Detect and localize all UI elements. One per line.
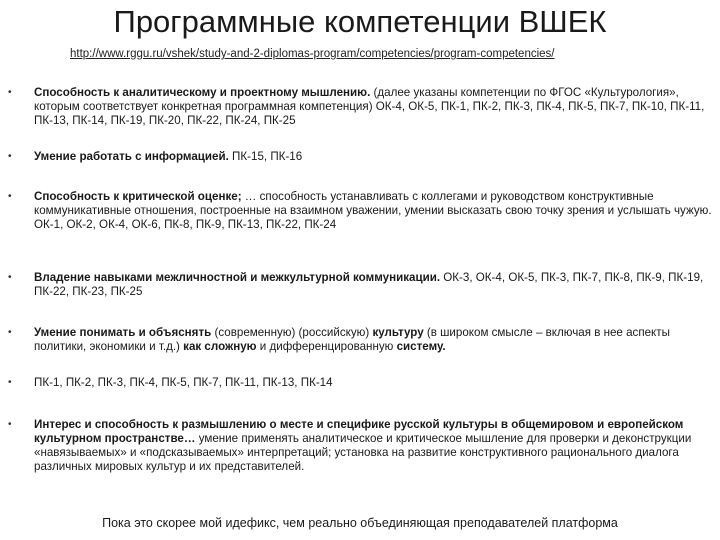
item-heading: Способность к аналитическому и проектному мышлению. (34, 86, 371, 99)
bullet-icon: • (8, 191, 12, 202)
item-heading: Умение понимать и объяснять (34, 326, 212, 339)
bullet-icon: • (8, 151, 12, 162)
item-text: (в широком смысле – включая в нее аспекты политики, экономики и т.д.) (34, 326, 670, 353)
item-text: и дифференцированную (256, 340, 397, 353)
item-heading: Умение работать с информацией. (34, 150, 229, 163)
item-text: ПК-15, ПК-16 (228, 150, 303, 163)
list-item (34, 86, 714, 128)
item-text: (далее указаны компетенции по ФГОС «Культурология», которым соответствует конкретная программная компетенция) ОК-4, ОК-5, ПК-1, ПК-2, ПК-3, ПК-4, ПК-5, ПК-7, ПК-10, ПК-11, ПК-13, ПК-14, ПК-19, ПК-20, ПК-22, ПК-24, ПК-25 (34, 86, 705, 127)
item-heading: Владение навыками межличностной и межкультурной коммуникации. (34, 271, 441, 284)
item-text: умение применять аналитическое и критическое мышление для проверки и деконструкции «навязываемых» и «подсказываемых» интерпретаций; установка на развитие конструктивного рационального диалога различных мировых культур и их представителей. (34, 432, 692, 473)
item-emphasis: систему. (396, 340, 446, 353)
bullet-icon: • (8, 419, 12, 430)
item-text: ПК-1, ПК-2, ПК-3, ПК-4, ПК-5, ПК-7, ПК-11, ПК-13, ПК-14 (34, 376, 333, 389)
item-heading: Интерес и способность к размышлению о месте и специфике русской культуры в общемировом и европейском культурном пространстве… (34, 418, 684, 445)
list-item (34, 376, 714, 390)
list-item (34, 418, 714, 474)
item-emphasis: как сложную (183, 340, 257, 353)
footer-note: Пока это скорее мой идефикс, чем реально объединяющая преподавателей платформа (102, 516, 618, 530)
item-text: … способность устанавливать с коллегами и руководством конструктивные коммуникативные отношения, построенные на взаимном уважении, умении высказать свою точку зрения и услышать чужую. ОК-1, ОК-2, ОК-4, ОК-6, ПК-8, ПК-9, ПК-13, ПК-22, ПК-24 (34, 190, 712, 231)
slide-title: Программные компетенции ВШЕК (113, 4, 607, 39)
bullet-icon: • (8, 87, 12, 98)
bullet-icon: • (8, 272, 12, 283)
bullet-icon: • (8, 377, 12, 388)
list-item (34, 190, 714, 232)
item-heading: Способность к критической оценке; (34, 190, 242, 203)
list-item (34, 326, 714, 354)
bullet-icon: • (8, 327, 12, 338)
list-item (34, 150, 714, 164)
item-text: ОК-3, ОК-4, ОК-5, ПК-3, ПК-7, ПК-8, ПК-9, ПК-19, ПК-22, ПК-23, ПК-25 (34, 271, 704, 298)
item-emphasis: культуру (372, 326, 424, 339)
source-url[interactable]: http://www.rggu.ru/vshek/study-and-2-diplomas-program/competencies/program-competencies/ (70, 48, 555, 60)
item-text: (современную) (российскую) (211, 326, 373, 339)
list-item (34, 271, 714, 299)
